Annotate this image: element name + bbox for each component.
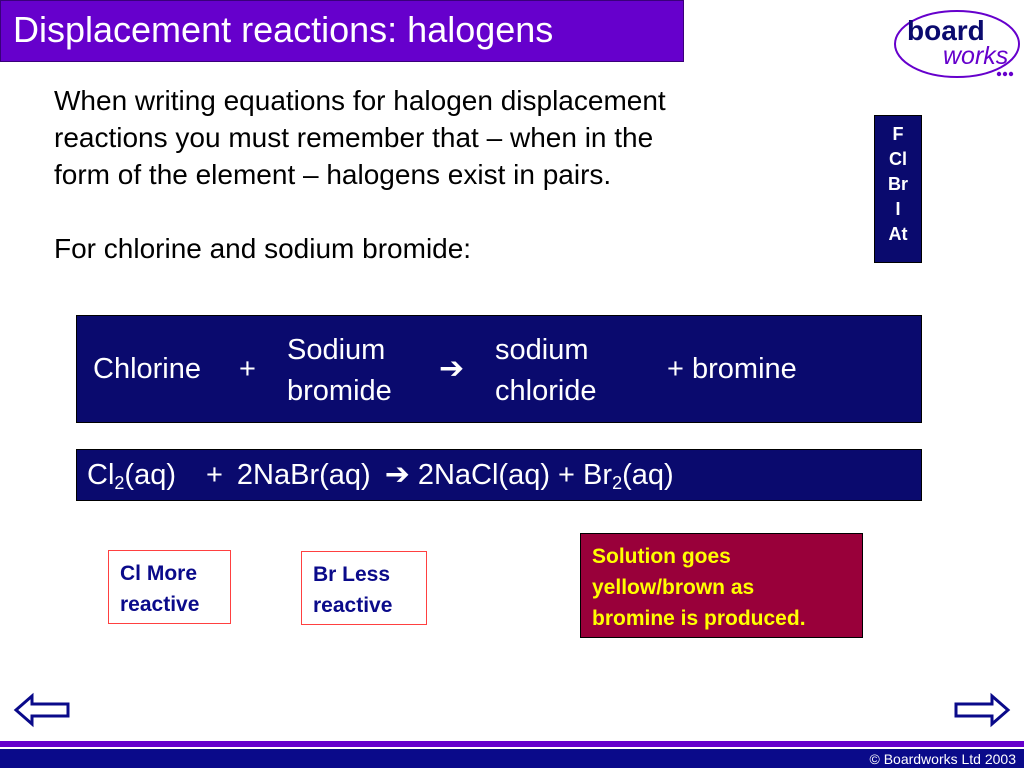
observation-box [580,533,863,638]
product-chloride: chloride [495,375,597,407]
boardworks-logo [893,6,1021,82]
reactant-bromide: bromide [287,375,392,407]
word-equation-box [76,315,922,423]
observation-line: yellow/brown as [592,576,755,599]
intro-line: form of the element – halogens exist in pairs. [54,159,612,190]
note-cl-more-reactive [108,550,231,624]
note-br-less-reactive [301,551,427,625]
yields-arrow-icon: ➔ [384,458,410,491]
observation-line: bromine is produced. [592,607,806,630]
yields-arrow-icon: ➔ [439,352,465,385]
intro-text [54,82,814,267]
title-bar [0,0,684,62]
halogen-symbol: Cl [889,149,907,169]
product-bromine: + bromine [667,353,797,385]
observation-line: Solution goes [592,545,731,568]
copyright-text: © Boardworks Ltd 2003 [869,751,1016,767]
subscript: 2 [612,473,623,493]
halogen-symbol: I [895,199,901,219]
forward-arrow-icon[interactable] [952,690,1012,730]
formula-nacl-br: 2NaCl(aq) + Br [417,459,613,491]
reactant-chlorine: Chlorine [93,353,201,385]
product-sodium: sodium [495,334,589,366]
note-line: Br Less [313,563,391,586]
symbol-equation-box [76,449,922,501]
reactant-sodium: Sodium [287,334,386,366]
note-line: reactive [120,593,200,616]
logo-word-board: board [907,15,985,46]
plus-sign: + [239,353,256,385]
intro-line: When writing equations for halogen displacement [54,85,666,116]
plus-sign: + [205,459,223,491]
page-title: Displacement reactions: halogens [13,9,554,50]
halogen-symbol: Br [887,174,908,194]
subscript: 2 [114,473,125,493]
back-arrow-icon[interactable] [12,690,72,730]
state-aq: (aq) [622,459,674,491]
logo-word-works: works [943,42,1009,70]
intro-line: For chlorine and sodium bromide: [54,233,472,264]
state-aq: (aq) [124,459,176,491]
halogen-group-list [874,115,922,263]
formula-nabr: 2NaBr(aq) [236,459,371,491]
formula-cl: Cl [87,459,115,491]
note-line: Cl More [120,562,198,585]
footer-rule [0,741,1024,747]
note-line: reactive [313,594,393,617]
intro-line: reactions you must remember that – when in the [54,122,654,153]
halogen-symbol: At [888,224,908,244]
halogen-symbol: F [892,124,904,144]
